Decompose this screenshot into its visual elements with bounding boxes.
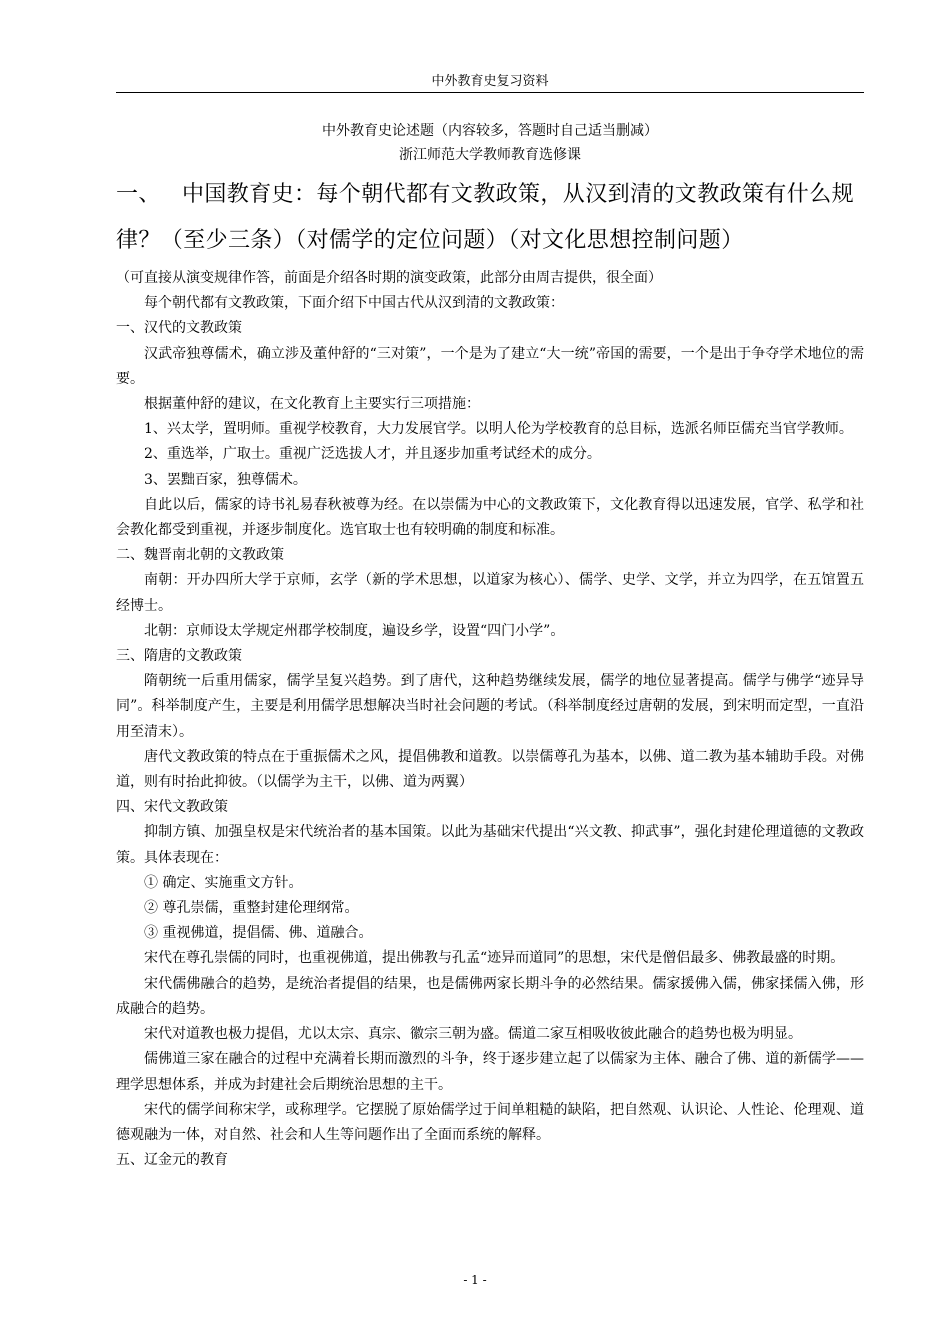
section-heading: （可直接从演变规律作答，前面是介绍各时期的演变政策，此部分由周吉提供，很全面） <box>116 270 662 286</box>
section-heading: 二、魏晋南北朝的文教政策 <box>116 547 284 564</box>
paragraph: 唐代文教政策的特点在于重振儒术之风，提倡佛教和道教。以崇儒尊孔为基本，以佛、道二教为基本辅助手段。对佛道，则有时抬此抑彼。（以儒学为主干，以佛、道为两翼） <box>116 748 864 791</box>
running-header: 中外教育史复习资料 <box>431 74 549 89</box>
paragraph: 隋朝统一后重用儒家，儒学呈复兴趋势。到了唐代，这种趋势继续发展，儒学的地位显著提高。儒学与佛学“迹异导同”。科举制度产生，主要是利用儒学思想解决当时社会问题的考试。（科举制度经过唐朝的发展，到宋明而定型，一直沿用至清末）。 <box>116 673 864 740</box>
paragraph: 宋代的儒学间称宋学，或称理学。它摆脱了原始儒学过于间单粗糙的缺陷，把自然观、认识论、人性论、伦理观、道德观融为一体，对自然、社会和人生等问题作出了全面而系统的解释。 <box>116 1101 864 1143</box>
paragraph: 宋代在尊孔崇儒的同时，也重视佛道，提出佛教与孔孟“迹异而道同”的思想，宋代是僧侣最多、佛教最盛的时期。 <box>144 950 845 967</box>
paragraph: 宋代儒佛融合的趋势，是统治者提倡的结果，也是儒佛两家长期斗争的必然结果。儒家援佛入儒，佛家揉儒入佛，形成融合的趋势。 <box>116 975 864 1017</box>
section-heading: 三、隋唐的文教政策 <box>116 648 242 665</box>
header-divider <box>116 92 864 93</box>
paragraph: ③ 重视佛道，提倡儒、佛、道融合。 <box>144 925 373 942</box>
paragraph: 北朝：京师设太学规定州郡学校制度，遍设乡学，设置“四门小学”。 <box>144 622 565 639</box>
section-heading: 四、宋代文教政策 <box>116 799 228 816</box>
paragraph: ① 确定、实施重文方针。 <box>144 874 303 891</box>
question-text: 中国教育史：每个朝代都有文教政策，从汉到清的文教政策有什么规律？（至少三条）（对儒学的定位问题）（对文化思想控制问题） <box>116 182 855 253</box>
paragraph: 汉武帝独尊儒术，确立涉及董仲舒的“三对策”，一个是为了建立“大一统”帝国的需要，一个是出于争夺学术地位的需要。 <box>116 345 864 387</box>
document-title <box>116 119 864 167</box>
document-title-line-2: 浙江师范大学教师教育选修课 <box>399 147 581 163</box>
document-title-line-1: 中外教育史论述题（内容较多，答题时自己适当删减） <box>322 123 658 139</box>
section-heading: 一、汉代的文教政策 <box>116 320 242 337</box>
paragraph: 根据董仲舒的建议，在文化教育上主要实行三项措施： <box>144 396 480 413</box>
document-body <box>116 266 864 1173</box>
paragraph: 每个朝代都有文教政策，下面介绍下中国古代从汉到清的文教政策： <box>144 295 564 312</box>
paragraph: 南朝：开办四所大学于京师，玄学（新的学术思想，以道家为核心）、儒学、史学、文学，并立为四学，在五馆置五经博士。 <box>116 572 864 614</box>
paragraph: 抑制方镇、加强皇权是宋代统治者的基本国策。以此为基础宋代提出“兴文教、抑武事”，强化封建伦理道德的文教政策。具体表现在： <box>116 824 864 866</box>
question-number: 一、 <box>116 182 161 207</box>
paragraph: 3、罢黜百家，独尊儒术。 <box>144 471 307 488</box>
paragraph: 宋代对道教也极力提倡，尤以太宗、真宗、徽宗三朝为盛。儒道二家互相吸收彼此融合的趋势也极为明显。 <box>144 1026 802 1043</box>
page-number: - 1 - <box>463 1273 487 1287</box>
paragraph: ② 尊孔崇儒，重整封建伦理纲常。 <box>144 900 359 917</box>
paragraph: 自此以后，儒家的诗书礼易春秋被尊为经。在以崇儒为中心的文教政策下，文化教育得以迅速发展，官学、私学和社会教化都受到重视，并逐步制度化。选官取士也有较明确的制度和标准。 <box>116 496 864 539</box>
paragraph: 2、重选举，广取士。重视广泛选拔人才，并且逐步加重考试经术的成分。 <box>144 446 601 463</box>
section-heading: 五、辽金元的教育 <box>116 1152 228 1169</box>
paragraph: 1、兴太学，置明师。重视学校教育，大力发展官学。以明人伦为学校教育的总目标，选派名师臣儒充当官学教师。 <box>144 421 853 438</box>
paragraph: 儒佛道三家在融合的过程中充满着长期而激烈的斗争，终于逐步建立起了以儒家为主体、融合了佛、道的新儒学——理学思想体系，并成为封建社会后期统治思想的主干。 <box>116 1051 864 1093</box>
question-heading <box>116 172 864 264</box>
